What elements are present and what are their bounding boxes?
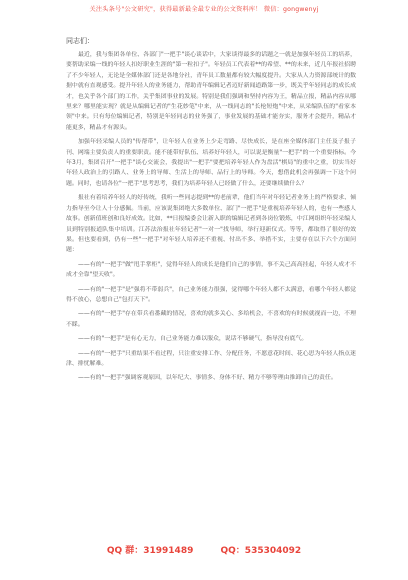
paragraph: 报社有着培养年轻人的好传统，我听一些同志提到**的老前辈，他们当年对年轻记者业务上的严格要求、倾力指导至今让人十分感佩。当前，应该说集团绝大多数单位、部门"一把手"是重视培养年轻人的，也有一些感人故事。创新值班创和良好成效。比如，**日报编委会让新入职的编辑记者到各岗位锻炼，中江网组织年轻采编人员到特别报道队集中培训。江苏法治报社年轻记者"一对一"找导师，举行迎新仪式。等等，都取得了很好的效果。但也要看到，仍有一些"一把手"对年轻人培养还不重视、付出不多、举措不实，主要存在以下六个方面问题： bbox=[66, 195, 356, 254]
footer-qq-group: QQ 群：31991489 bbox=[106, 546, 194, 556]
paragraph: ——有的"一把手"是有心无力，自己业务能力难以服众，说话不够硬气，指导没有底气。 bbox=[78, 336, 308, 343]
document-body bbox=[66, 20, 356, 388]
footer-qq: QQ：535304092 bbox=[220, 546, 302, 556]
paragraph: ——有的"一把手"做"甩手掌柜"，觉得年轻人的成长是他们自己的事情，事不关己高高挂起，年轻人成才不成才全靠"望天收"。 bbox=[66, 261, 356, 279]
paragraph: 最近，我与集团各单位、各部门"一把手"谈心谈话中，大家谈得最多的话题之一就是加强年轻员工的培养，要帮助采编一线的年轻人扣好职业生涯的"第一粒扣子"。年轻员工代表着**的希望、**的未来，近几年报社招聘了不少年轻人，无论是全媒体部门还是各地分社，青年员工数量都有较大幅度提升。大家从人力资源部统计的数据中就有直观感受。提升年轻人的业务能力，帮助青年编辑记者迈好新闻道路第一步，既关乎年轻同志的成长成才，也关乎各个部门的工作，关乎集团事业的发展。特别是我们强调和坚持内容为王，精品立报，精品内容从哪里来？哪里能实现？就是从编辑记者的"生花妙笔"中来，从一线同志的"长枪短炮"中来，从采编队伍的"看家本领"中来。只有每位编辑记者，特别是年轻同志的业务强了，事业发展的基础才能夯实，服务才会提升，精品才能更多，精品才有源头。 bbox=[66, 52, 356, 131]
paragraph: ——有的"一把手"强调客观原因，以年纪大、事情多、身体不好、精力不够等理由推卸自己的责任。 bbox=[78, 375, 337, 382]
paragraph: ——有的"一把手"是"强将不带弱兵"，自己业务能力很强，觉得哪个年轻人都不太满意，看哪个年轻人都觉得不放心，总想自己"包打天下"。 bbox=[66, 286, 356, 303]
paragraph: ——有的"一把手"存在带兵看番藏的情况，喜欢的就多关心、多给机会，不喜欢的有时候就视而一边，不理不睬。 bbox=[66, 311, 356, 328]
paragraph: 加强年轻采编人员的"传帮带"，让年轻人在业务上少走弯路、尽快成长，是在座全媒体部门主任及子报子刊、网端主要负责人的重要职责。能不能带好队伍、培养好年轻人，可以说是衡量"一把手"的一个重要指标。今年3月，集团召开"一把手"谈心交流会，我提出"一把手"要把培养年轻人作为盘活"棋局"的重中之重，切实当好年轻人政治上的引路人、业务上的导师、生活上的导师、品行上的导师。今天，想借此机会再强调一下这个问题。同时，也请各位"一把手"思考思考，我们为培养年轻人已经做了什么，还要继续做什么？ bbox=[66, 139, 356, 187]
footer-contact bbox=[0, 543, 408, 556]
paragraph: ——有的"一把手"只重结果不看过程，只注重安排工作、分配任务，不愿意花时间、花心思为年轻人指点迷津、排忧解难。 bbox=[66, 350, 356, 367]
header-banner: 关注头条号"公文研究"，获得最新最全最专业的公文资料库！ 微信：gongwenyj bbox=[89, 6, 319, 13]
document-greeting: 同志们： bbox=[66, 37, 94, 45]
